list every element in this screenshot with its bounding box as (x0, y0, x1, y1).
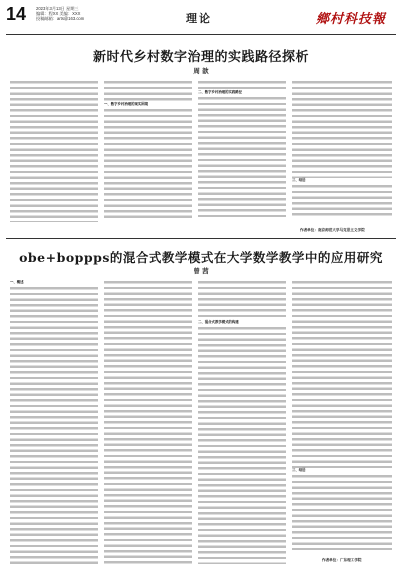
article1-author: 周 歆 (193, 67, 209, 75)
body-text-lines (292, 80, 392, 178)
article2-author-note: 作者单位：广东理工学院 (322, 558, 362, 562)
article2-column-1 (10, 280, 98, 565)
body-text-lines (104, 108, 192, 218)
article2-author: 曾 茜 (193, 267, 209, 275)
newspaper-header (6, 4, 396, 34)
article1-column-4 (292, 80, 392, 222)
body-text-lines (198, 96, 286, 220)
issue-date: 2023年3月13日 星期三 (36, 6, 79, 11)
article1-column-1 (10, 80, 98, 222)
article1-heading-3: 三、结语 (292, 178, 306, 182)
article1-column-3 (198, 80, 286, 222)
article1-heading-2: 二、数字乡村治理的实践路径 (198, 90, 243, 94)
article1-title: 新时代乡村数字治理的实践路径探析 (92, 50, 309, 65)
body-text-lines (10, 286, 98, 564)
body-text-lines (104, 80, 192, 102)
section-title: 理论 (186, 12, 212, 25)
article2-column-3 (198, 280, 286, 565)
article1-author-note: 作者单位：南京师范大学马克思主义学院 (300, 228, 365, 232)
body-text-lines (292, 184, 392, 216)
article2-heading-2: 二、混合式教学模式的构建 (198, 320, 239, 324)
article2-heading-1: 一、概述 (10, 280, 24, 284)
article2-column-4 (292, 280, 392, 552)
article-divider (6, 238, 396, 239)
body-text-lines (104, 280, 192, 565)
body-text-lines (198, 326, 286, 564)
body-text-lines (10, 80, 98, 222)
body-text-lines (198, 80, 286, 90)
article2-column-2 (104, 280, 192, 565)
body-text-lines (292, 474, 392, 550)
article2-title: obe+boppps的混合式教学模式在大学数学教学中的应用研究 (19, 250, 383, 265)
header-rule (6, 34, 396, 35)
article1-column-2 (104, 80, 192, 222)
article1-heading-1: 一、数字乡村治理的现实困境 (104, 102, 149, 106)
contact-email: 投稿邮箱：arts@163.com (36, 16, 85, 22)
body-text-lines (292, 280, 392, 468)
page-number: 14 (6, 4, 27, 24)
masthead-logo: 鄉村科技報 (315, 12, 386, 27)
issue-meta (36, 6, 96, 22)
article2-heading-3: 三、结语 (292, 468, 306, 472)
body-text-lines (198, 280, 286, 320)
editor-line: 编辑：程XX 美编：XXX (36, 11, 81, 17)
